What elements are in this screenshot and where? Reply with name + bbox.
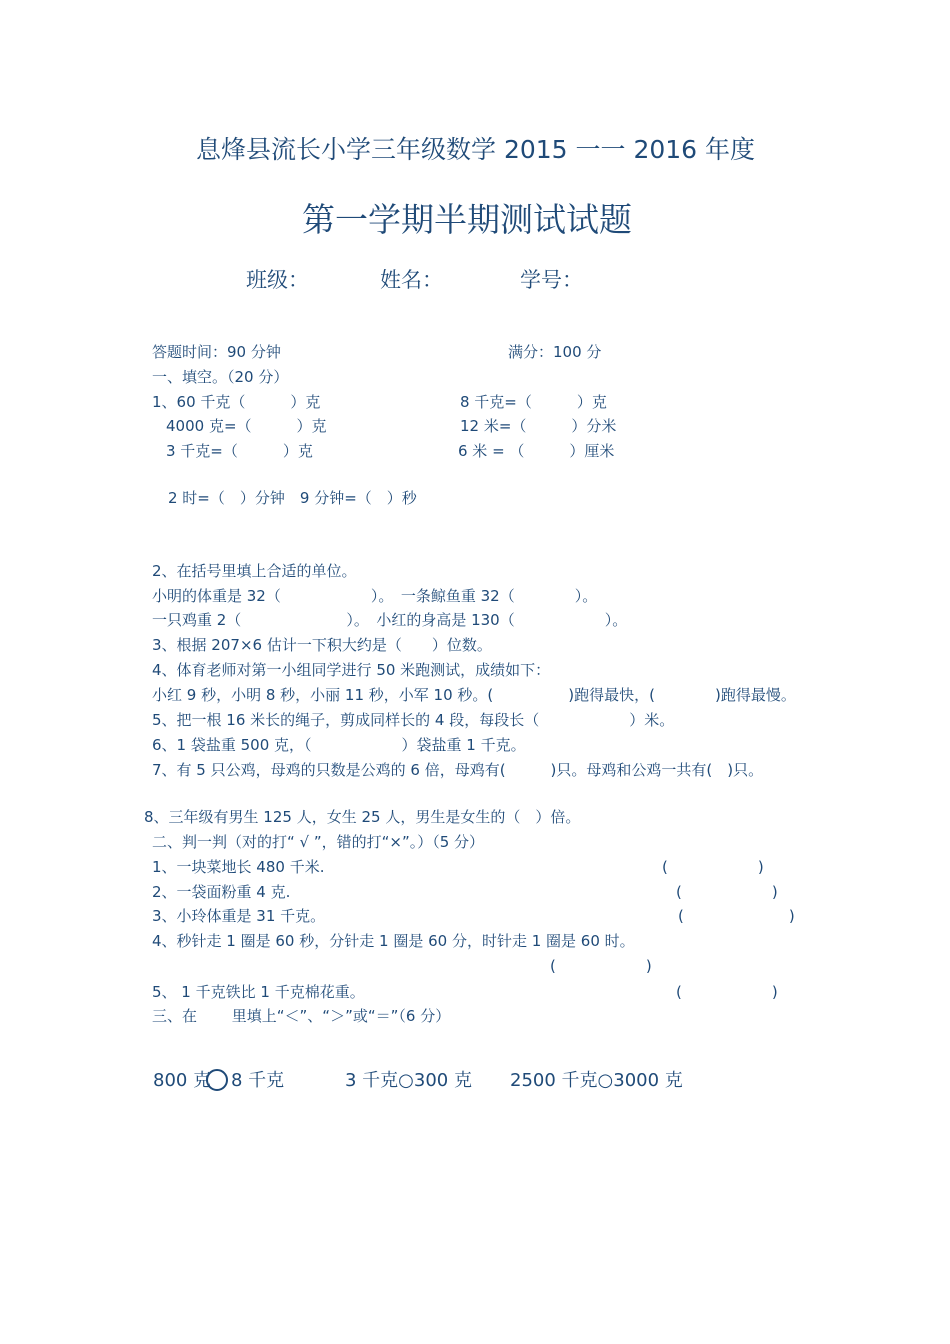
- q3-text: 3、根据 207×6 估计一下积大约是（ ）位数。: [152, 636, 492, 654]
- section3-heading: 三、在 里填上“＜”、“＞”或“＝”（6 分）: [152, 1007, 451, 1025]
- compare-1-right: 8 千克: [231, 1070, 285, 1091]
- class-field-label: 班级：: [246, 268, 309, 292]
- student-id-field-label: 学号：: [520, 268, 583, 292]
- q1-row4: 2 时=（ ）分钟 9 分钟=（ ）秒: [168, 489, 417, 507]
- judge-item-2: 2、一袋面粉重 4 克.: [152, 883, 291, 901]
- q1-row1-left: 1、60 千克（ ）克: [152, 393, 321, 411]
- judge-blank-2: ( ): [676, 883, 778, 901]
- judge-blank-5: ( ): [676, 983, 778, 1001]
- q1-row2-left: 4000 克=（ ）克: [166, 417, 327, 435]
- q7-text: 7、有 5 只公鸡，母鸡的只数是公鸡的 6 倍，母鸡有( )只。母鸡和公鸡一共有( )只。: [152, 761, 764, 779]
- q6-text: 6、1 袋盐重 500 克，（ ）袋盐重 1 千克。: [152, 736, 526, 754]
- judge-item-3: 3、小玲体重是 31 千克。: [152, 907, 326, 925]
- judge-blank-1: ( ): [662, 858, 764, 876]
- full-score: 满分：100 分: [508, 343, 602, 361]
- q2-text: 2、在括号里填上合适的单位。: [152, 562, 357, 580]
- exam-time: 答题时间：90 分钟: [152, 343, 281, 361]
- compare-3: 2500 千克○3000 克: [510, 1070, 683, 1091]
- q2-line2: 一只鸡重 2（ ）。 小红的身高是 130（ ）。: [152, 611, 628, 629]
- q1-row2-right: 12 米=（ ）分米: [460, 417, 617, 435]
- judge-item-4: 4、秒针走 1 圈是 60 秒，分针走 1 圈是 60 分，时针走 1 圈是 60 时。: [152, 932, 635, 950]
- compare-2: 3 千克○300 克: [345, 1070, 472, 1091]
- q8-text: 8、三年级有男生 125 人，女生 25 人，男生是女生的（ ）倍。: [144, 808, 581, 826]
- q4-text: 4、体育老师对第一小组同学进行 50 米跑测试，成绩如下：: [152, 661, 551, 679]
- compare-circle: [206, 1069, 228, 1091]
- q1-row3-left: 3 千克=（ ）克: [166, 442, 313, 460]
- judge-blank-3: ( ): [678, 907, 795, 925]
- q4-line: 小红 9 秒，小明 8 秒，小丽 11 秒，小军 10 秒。( )跑得最快，( )跑得最慢。: [152, 686, 796, 704]
- title-line-1: 息烽县流长小学三年级数学 2015 一一 2016 年度: [196, 135, 756, 164]
- section1-heading: 一、填空。（20 分）: [152, 368, 289, 386]
- judge-item-1: 1、一块菜地长 480 千米.: [152, 858, 325, 876]
- title-line-2: 第一学期半期测试试题: [302, 200, 632, 239]
- q5-text: 5、把一根 16 米长的绳子，剪成同样长的 4 段，每段长（ ）米。: [152, 711, 675, 729]
- judge-item-5: 5、 1 千克铁比 1 千克棉花重。: [152, 983, 365, 1001]
- compare-1-left: 800 克: [153, 1070, 212, 1091]
- q2-line1: 小明的体重是 32（ ）。 一条鲸鱼重 32（ ）。: [152, 587, 598, 605]
- judge-blank-4: ( ): [550, 957, 652, 975]
- q1-row3-right: 6 米 = （ ）厘米: [458, 442, 615, 460]
- section2-heading: 二、判一判（对的打“ √ ”，错的打“×”。）（5 分）: [152, 833, 485, 851]
- name-field-label: 姓名：: [380, 268, 443, 292]
- q1-row1-right: 8 千克=（ ）克: [460, 393, 607, 411]
